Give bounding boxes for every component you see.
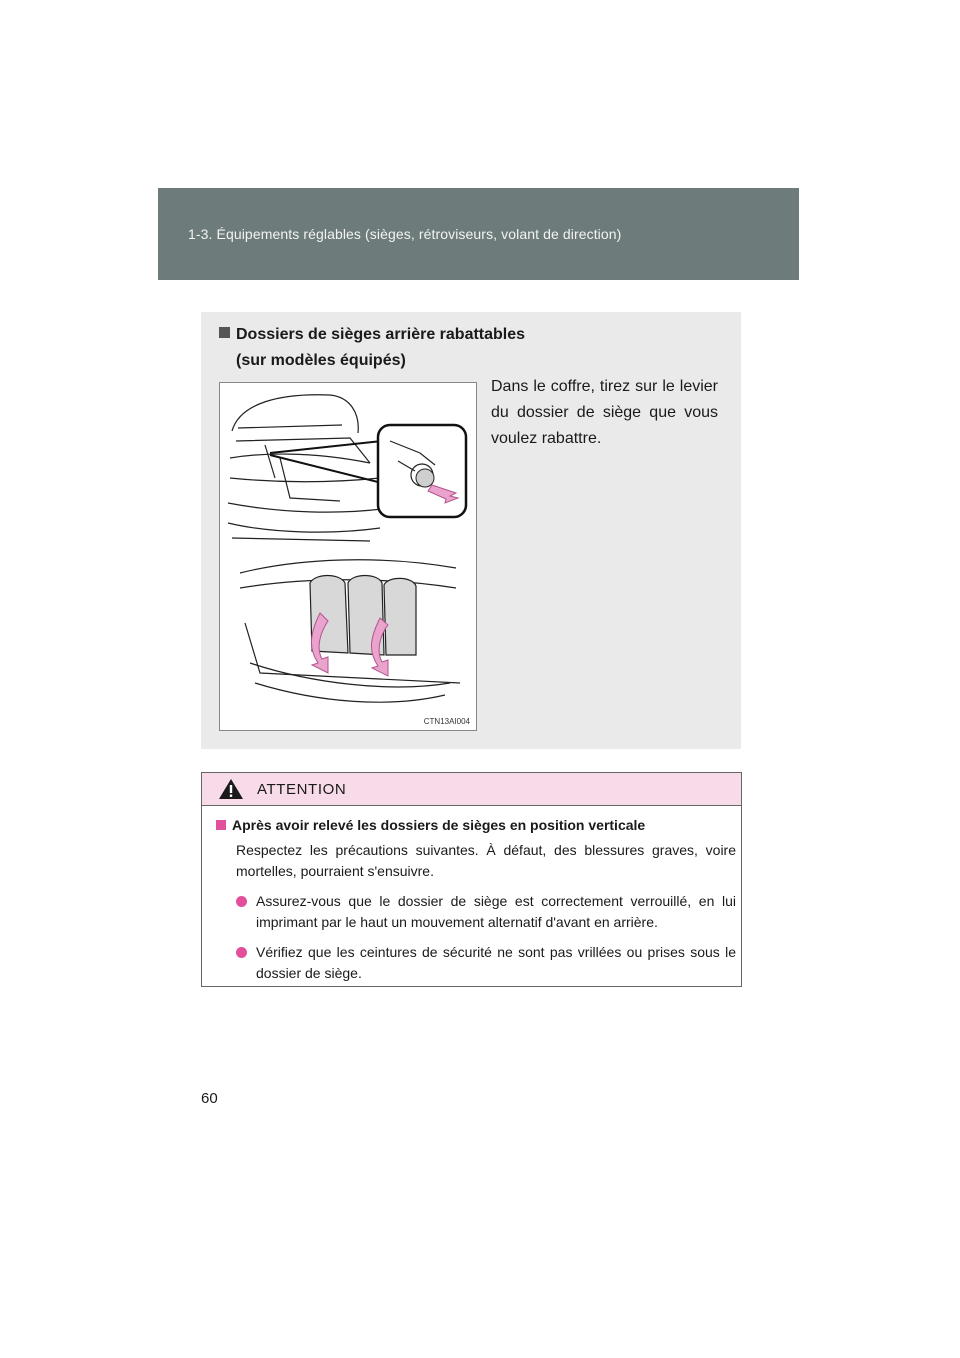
section-title-line1: Dossiers de sièges arrière rabattables bbox=[236, 326, 526, 343]
warning-triangle-icon bbox=[218, 778, 244, 800]
warning-body bbox=[216, 815, 736, 984]
warning-bullet bbox=[236, 942, 736, 984]
section-title-line2: (sur modèles équipés) bbox=[236, 352, 406, 369]
warning-bullet-text: Assurez-vous que le dossier de siège est correctement verrouillé, en lui imprimant par le haut un mouvement alternatif d'avant en arrière. bbox=[256, 893, 736, 930]
warning-box bbox=[201, 772, 742, 987]
square-bullet-icon bbox=[219, 327, 230, 338]
instruction-text: Dans le coffre, tirez sur le levier du dossier de siège que vous voulez rabattre. bbox=[491, 378, 718, 447]
bullet-dot-icon bbox=[236, 896, 247, 907]
square-bullet-icon bbox=[216, 820, 226, 830]
warning-bullet-text: Vérifiez que les ceintures de sécurité ne sont pas vrillées ou prises sous le dossier de siège. bbox=[256, 944, 736, 981]
warning-intro: Respectez les précautions suivantes. À défaut, des blessures graves, voire mortelles, pourraient s'ensuivre. bbox=[236, 842, 736, 879]
warning-bullet bbox=[236, 891, 736, 933]
warning-label: ATTENTION bbox=[257, 781, 347, 798]
seat-illustration bbox=[219, 382, 477, 731]
page-number: 60 bbox=[201, 1090, 218, 1107]
chapter-header-band bbox=[158, 188, 799, 280]
warning-heading bbox=[216, 815, 736, 836]
fold-seats-section bbox=[201, 312, 741, 749]
trunk-and-rear-seat-drawing bbox=[220, 383, 476, 730]
chapter-title: 1-3. Équipements réglables (sièges, rétroviseurs, volant de direction) bbox=[188, 226, 622, 242]
figure-code: CTN13AI004 bbox=[423, 717, 470, 726]
warning-header bbox=[202, 773, 741, 806]
bullet-dot-icon bbox=[236, 947, 247, 958]
warning-heading-text: Après avoir relevé les dossiers de sièges en position verticale bbox=[232, 817, 646, 833]
section-title bbox=[219, 322, 525, 374]
